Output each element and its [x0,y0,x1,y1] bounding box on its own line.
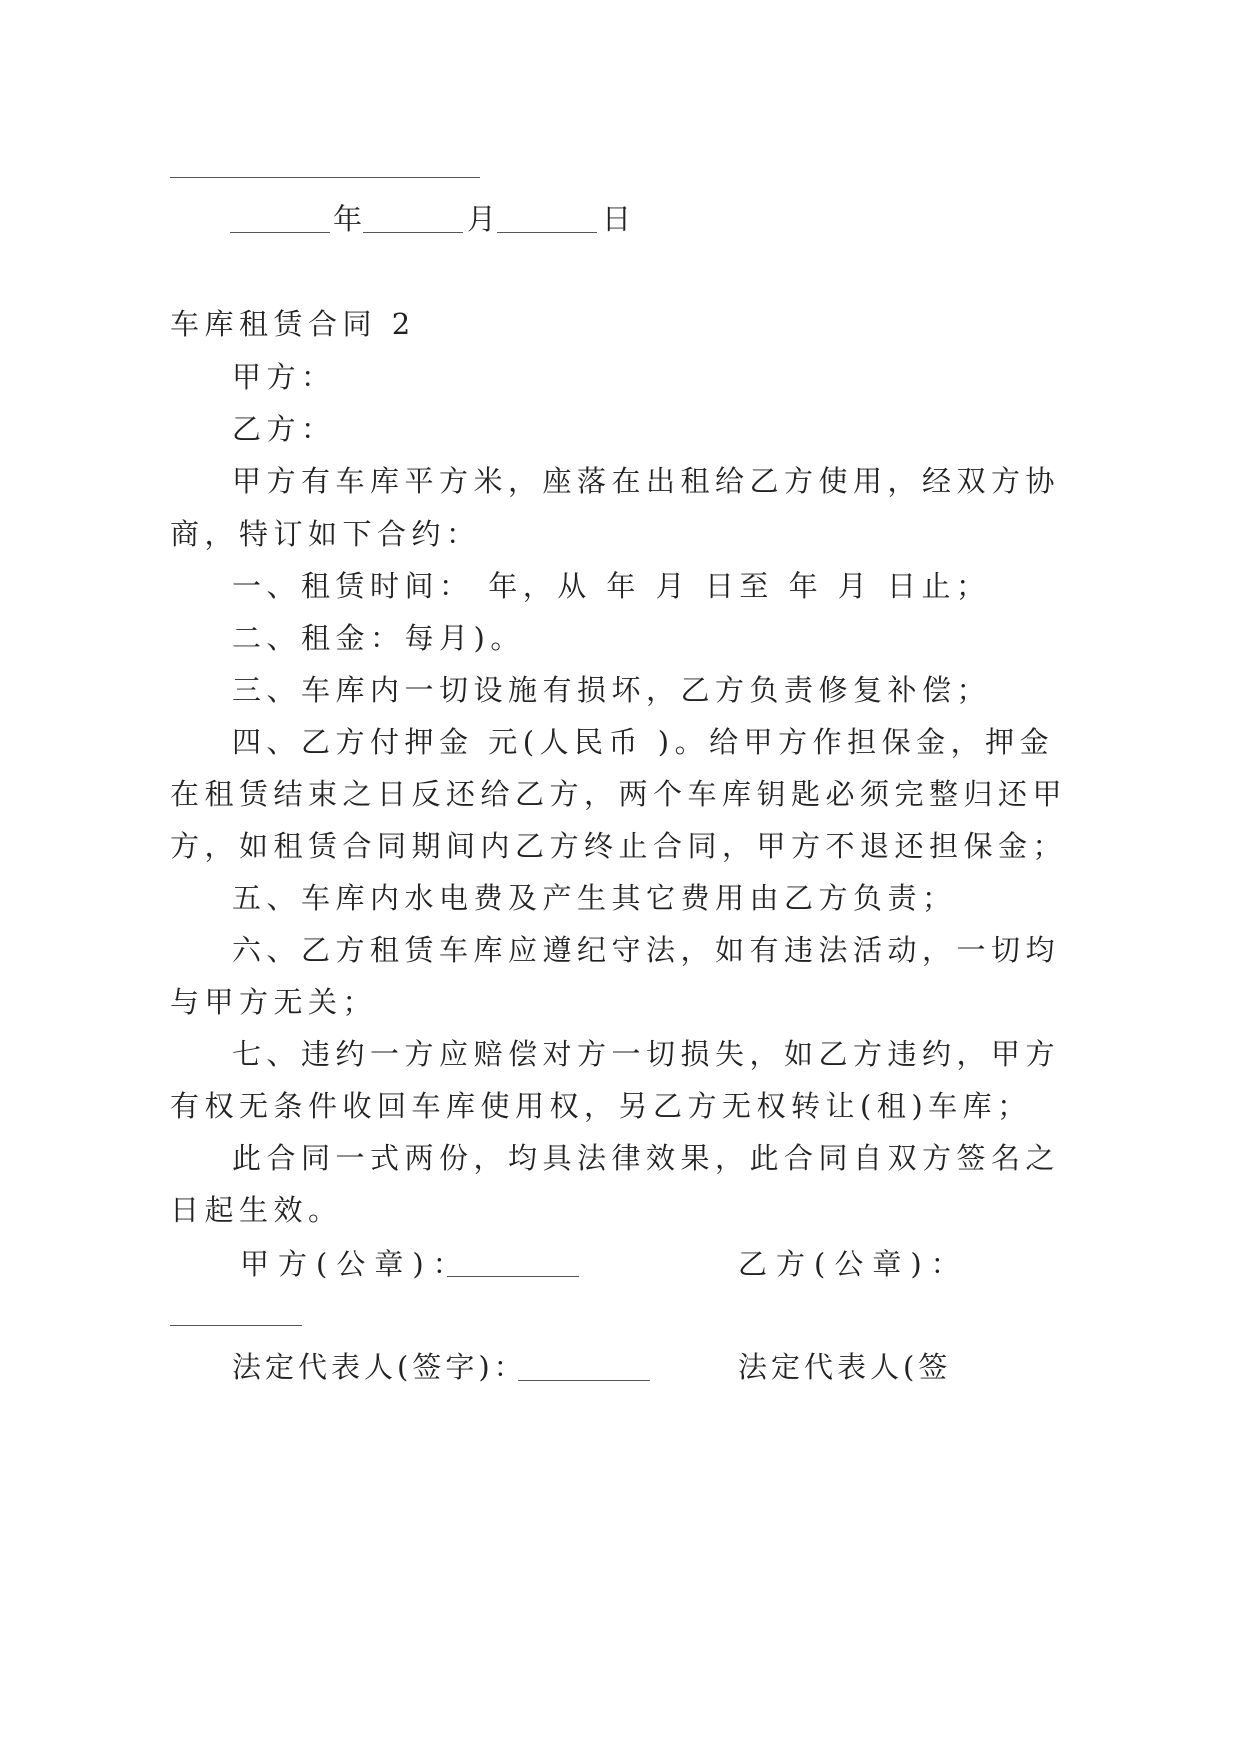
party-b-seal-blank [170,1325,302,1326]
party-b-seal-label: 乙方(公章)： [738,1247,969,1281]
clause-2: 二、租金：每月)。 [232,621,525,655]
legal-rep-a-blank [518,1380,650,1381]
clause-3: 三、车库内一切设施有损坏，乙方负责修复补偿； [232,673,992,707]
clause-4-line-2: 在租赁结束之日反还给乙方，两个车库钥匙必须完整归还甲 [170,777,1068,811]
party-b-label: 乙方： [232,412,336,446]
day-blank [497,232,597,233]
intro-line-2: 商，特订如下合约： [170,517,481,551]
closing-line-1: 此合同一式两份，均具法律效果，此合同自双方签名之 [232,1141,1061,1175]
clause-5: 五、车库内水电费及产生其它费用由乙方负责； [232,881,957,915]
closing-line-2: 日起生效。 [170,1193,343,1227]
party-a-label: 甲方： [232,360,336,394]
party-a-seal-blank [447,1276,579,1277]
intro-line-1: 甲方有车库平方米，座落在出租给乙方使用，经双方协 [232,464,1061,498]
year-blank [230,232,330,233]
date-year-label: 年 [333,202,368,236]
clause-7-line-2: 有权无条件收回车库使用权，另乙方无权转让(租)车库； [170,1089,1032,1123]
clause-6-line-2: 与甲方无关； [170,985,378,1019]
legal-rep-b-label: 法定代表人(签 [738,1350,952,1384]
document-title: 车库租赁合同 2 [170,307,416,341]
clause-4-line-3: 方，如租赁合同期间内乙方终止合同，甲方不退还担保金； [170,829,1068,863]
date-month-label: 月 [467,202,502,236]
party-a-seal-label: 甲方(公章)： [240,1247,471,1281]
clause-6-line-1: 六、乙方租赁车库应遵纪守法，如有违法活动，一切均 [232,933,1061,967]
clause-1: 一、租赁时间： 年，从 年 月 日至 年 月 日止； [232,569,991,603]
clause-4-line-1: 四、乙方付押金 元(人民币 )。给甲方作担保金，押金 [232,725,1055,759]
month-blank [363,232,463,233]
top-blank-line [170,177,480,178]
legal-rep-a-label: 法定代表人(签字)： [232,1350,527,1384]
date-day-label: 日 [602,202,637,236]
clause-7-line-1: 七、违约一方应赔偿对方一切损失，如乙方违约，甲方 [232,1037,1061,1071]
